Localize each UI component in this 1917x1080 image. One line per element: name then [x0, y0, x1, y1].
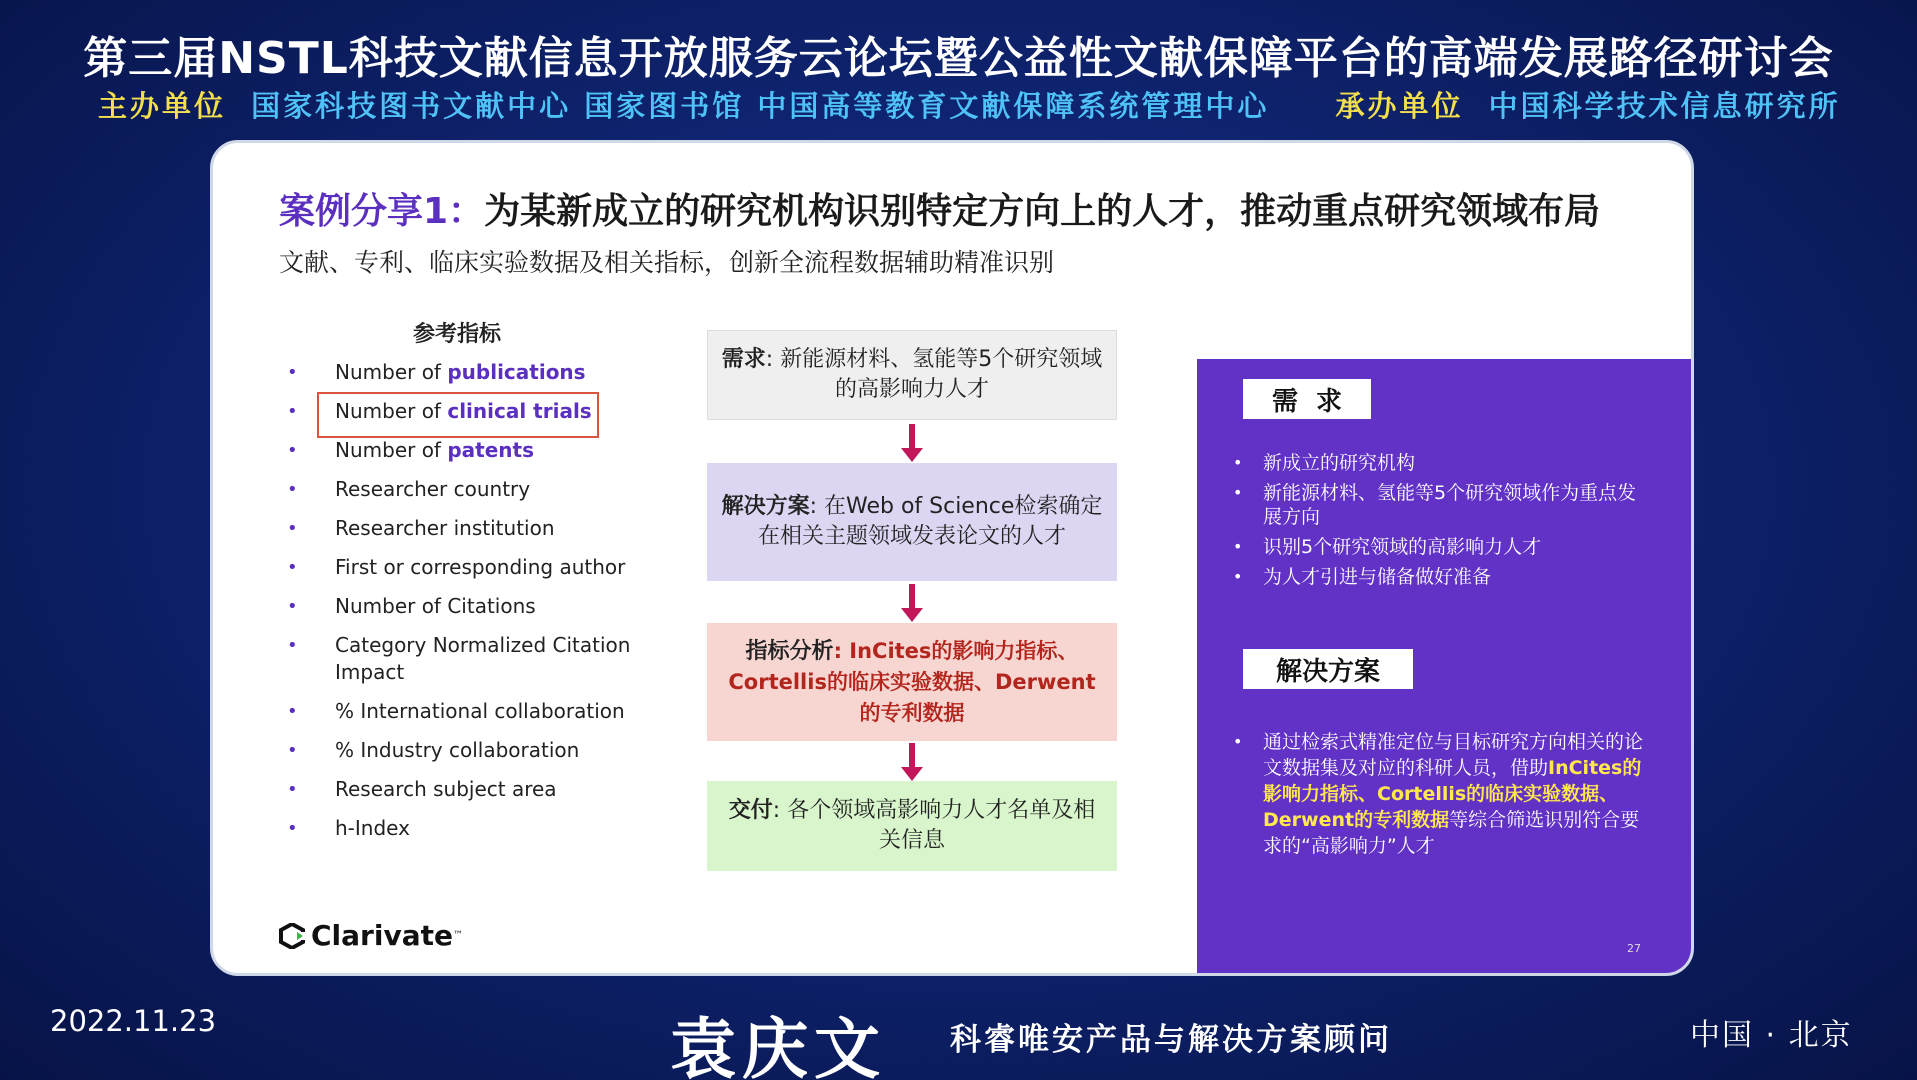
solution-list: [1233, 729, 1653, 865]
list-item: • Research subject area: [287, 777, 557, 801]
bullet-icon: •: [1233, 483, 1243, 502]
bullet-icon: •: [287, 779, 298, 800]
bullet-icon: •: [287, 818, 298, 839]
list-item: • Number of Citations: [287, 594, 536, 618]
host-name: 中国科学技术信息研究所: [1488, 89, 1841, 123]
bullet-icon: •: [1233, 567, 1243, 586]
list-item: • 为人才引进与储备做好准备: [1233, 566, 1492, 588]
event-location: 中国 · 北京: [1690, 1018, 1853, 1053]
down-arrow-icon: [903, 584, 921, 622]
list-item: • 通过检索式精准定位与目标研究方向相关的论文数据集及对应的科研人员，借助InCites的影响力指标、Cortellis的临床实验数据、Derwent的专利数据等综合筛选识别符合要求的“高影响力”人才: [1233, 731, 1644, 857]
case-title: 为某新成立的研究机构识别特定方向上的人才，推动重点研究领域布局: [484, 191, 1601, 232]
clarivate-logo-icon: [279, 923, 305, 949]
list-item: • % Industry collaboration: [287, 738, 580, 762]
bullet-icon: •: [287, 635, 298, 656]
bullet-icon: •: [287, 701, 298, 722]
flow-step-solution: 解决方案: 在Web of Science检索确定在相关主题领域发表论文的人才: [707, 463, 1117, 581]
list-item: • h-Index: [287, 816, 410, 840]
slide-title: [279, 183, 1600, 234]
need-tag: 需求: [1243, 379, 1371, 419]
bullet-icon: •: [1233, 537, 1243, 556]
page-number: 27: [1627, 942, 1641, 955]
list-item: • 新能源材料、氢能等5个研究领域作为重点发展方向: [1233, 482, 1637, 528]
bullet-icon: •: [287, 518, 298, 539]
header-organizers: [98, 84, 1858, 125]
bullet-icon: •: [287, 440, 298, 461]
list-item: • Researcher country: [287, 477, 531, 501]
list-item: • 识别5个研究领域的高影响力人才: [1233, 536, 1542, 558]
bullet-icon: •: [287, 401, 298, 422]
host-label: 承办单位: [1335, 89, 1464, 123]
event-date: 2022.11.23: [50, 1004, 217, 1038]
presentation-slide: [210, 140, 1694, 976]
list-item: • Number of clinical trials: [287, 399, 592, 423]
bullet-icon: •: [1233, 453, 1243, 472]
summary-panel: [1197, 359, 1694, 976]
flow-step-analysis: 指标分析: InCites的影响力指标、Cortellis的临床实验数据、Derwent的专利数据: [707, 623, 1117, 741]
organizer-names: 国家科技图书文献中心 国家图书馆 中国高等教育文献保障系统管理中心: [251, 89, 1270, 123]
speaker-name: 袁庆文: [670, 1011, 886, 1080]
case-label: 案例分享1：: [279, 191, 485, 232]
list-item: • Number of publications: [287, 360, 586, 384]
bullet-icon: •: [287, 557, 298, 578]
flow-step-delivery: 交付: 各个领域高影响力人才名单及相关信息: [707, 781, 1117, 871]
bullet-icon: •: [287, 362, 298, 383]
bullet-icon: •: [287, 479, 298, 500]
need-list: [1233, 451, 1653, 595]
bullet-icon: •: [287, 740, 298, 761]
solution-tag: 解决方案: [1243, 649, 1413, 689]
down-arrow-icon: [903, 743, 921, 781]
bullet-icon: •: [1233, 732, 1243, 751]
flow-step-need: 需求: 新能源材料、氢能等5个研究领域的高影响力人才: [707, 330, 1117, 420]
list-item: • 新成立的研究机构: [1233, 452, 1416, 474]
header-title: 第三届NSTL科技文献信息开放服务云论坛暨公益性文献保障平台的高端发展路径研讨会: [83, 33, 1834, 84]
list-item: • Number of patents: [287, 438, 534, 462]
clinical-trials-highlight-box: [317, 392, 599, 438]
list-item: • Researcher institution: [287, 516, 555, 540]
organizer-label: 主办单位: [98, 89, 227, 123]
clarivate-logo: Clarivate ™: [279, 919, 463, 952]
slide-subtitle: 文献、专利、临床实验数据及相关指标，创新全流程数据辅助精准识别: [279, 248, 1055, 277]
list-item: • % International collaboration: [287, 699, 625, 723]
bullet-icon: •: [287, 596, 298, 617]
reference-metrics-title: 参考指标: [413, 322, 502, 347]
down-arrow-icon: [903, 424, 921, 462]
speaker-role: 科睿唯安产品与解决方案顾问: [950, 1022, 1392, 1058]
list-item: • First or corresponding author: [287, 555, 626, 579]
list-item: • Category Normalized Citation Impact: [287, 633, 631, 684]
